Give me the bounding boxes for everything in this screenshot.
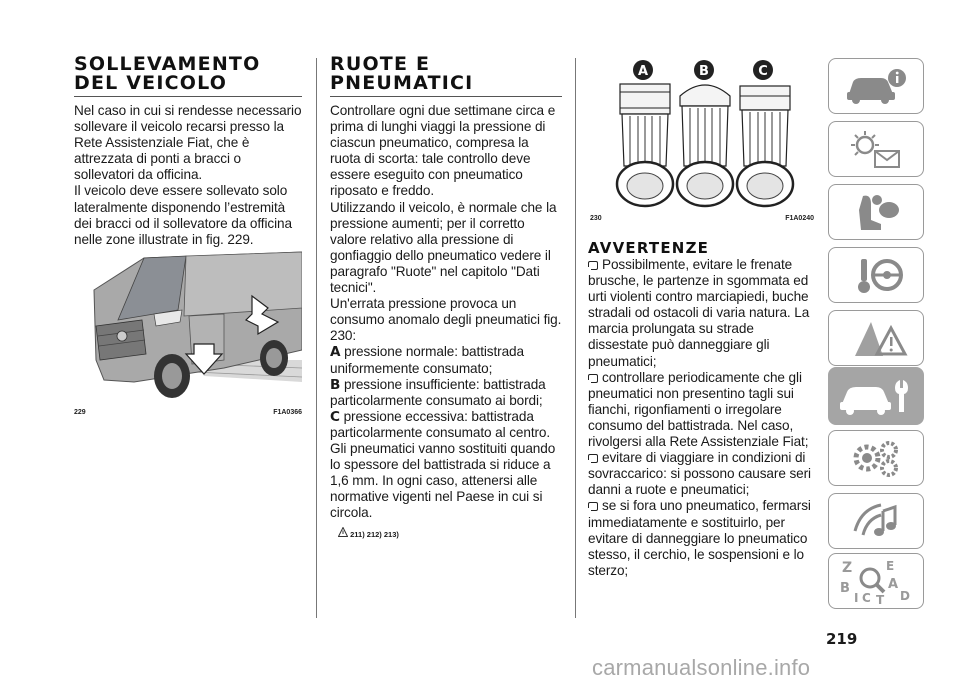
svg-text:I: I [854,591,859,605]
tab-starting[interactable] [828,247,924,303]
column-divider [575,58,576,618]
heading-rule [330,96,562,97]
section-title-lifting: SOLLEVAMENTO DEL VEICOLO [74,53,261,94]
item-letter: C [330,408,340,425]
figure-code: F1A0366 [273,409,302,416]
figure-229-van [74,250,302,402]
wear-item-a: A pressione normale: battistrada uniformemente consumato; [330,344,524,376]
svg-text:T: T [876,593,885,606]
item-letter: B [330,376,341,393]
wheels-paragraph-2: Utilizzando il veicolo, è normale che la pressione aumenti; per il corretto valore relativo alla pressione di gonfiaggio dello pneumatico vedere il paragrafo "Ruote" nel capitolo "Dati tecnici". [330,199,557,296]
warning-item: evitare di viaggiare in condizioni di sovraccarico: si possono causare seri danni a ruote e pneumatici; [588,450,811,498]
tab-emergency[interactable] [828,310,924,366]
svg-text:Z: Z [842,560,853,576]
warning-triangle-icon [338,527,348,537]
tab-safety[interactable] [828,184,924,240]
svg-text:E: E [886,559,895,573]
lifting-paragraph-1: Nel caso in cui si rendesse necessario sollevare il veicolo recarsi presso la Rete Assistenziale Fiat, che è attrezzata di ponti a bracci o sollevatori da officina. [74,103,302,183]
heading-rule [74,96,302,97]
tyre-wear-illustration [588,56,814,210]
road-warning-icon [841,316,911,360]
lifting-paragraph-2: Il veicolo deve essere sollevato solo lateralmente disponendo l’estremità dei bracci od il sollevatore da officina nelle zone illustrate in fig. 229. [74,183,292,247]
svg-text:B: B [840,581,850,596]
svg-text:A: A [888,577,899,592]
bullet-icon [588,454,598,463]
warning-item: se si fora uno pneumatico, fermarsi immediatamente e sostituirlo, per evitare di danneggiare lo pneumatico stesso, il cerchio, le sospensioni e lo sterzo; [588,498,811,578]
warning-lights-icon [841,127,911,171]
tyre-b [677,85,733,206]
tab-maintenance[interactable] [828,367,924,425]
svg-text:C: C [862,591,871,605]
figure-230-tyres [588,56,814,210]
music-nav-icon [841,499,911,543]
figure-229-caption [74,409,302,416]
tab-technical-data[interactable] [828,430,924,486]
van-illustration [74,250,302,402]
bullet-icon [588,261,598,270]
warning-item: controllare periodicamente che gli pneumatici non presentino tagli sui fianchi, rigonfiamenti o irregolare consumo del battistrada. Nel caso, rivolgersi alla Rete Assistenziale Fiat; [588,369,809,450]
key-steering-icon [841,253,911,297]
tyre-c [737,86,793,206]
column-divider [316,58,317,618]
figure-230-caption [590,215,814,222]
tab-warning-lights[interactable] [828,121,924,177]
bullet-icon [588,502,598,511]
label-a: A [637,64,649,79]
tab-index[interactable] [828,553,924,609]
warnings-title: AVVERTENZE [588,239,710,257]
car-info-icon [841,66,911,106]
car-wrench-icon [836,374,916,418]
figure-code: F1A0240 [785,215,814,222]
tab-car-info[interactable] [828,58,924,114]
label-b: B [699,64,709,79]
figure-number: 230 [590,215,602,222]
warning-refs: 211) 212) 213) [330,527,562,539]
warning-item: Possibilmente, evitare le frenate brusche, le partenze in sgommata ed urti violenti contro marciapiedi, buche stradali od ostacoli di varia natura. La marcia prolungata su strade dissestate può danneggiare gli pneumatici; [588,257,810,369]
wheels-paragraph-3: Un'errata pressione provoca un consumo anomalo degli pneumatici fig. 230: [330,296,562,344]
wheels-paragraph-1: Controllare ogni due settimane circa e prima di lunghi viaggi la pressione di ciascun pneumatico, compresa la ruota di scorta: tale controllo deve essere eseguito con pneumatico riposato e freddo. [330,103,556,199]
label-c: C [758,64,768,79]
page-number: 219 [826,630,858,648]
watermark: carmanualsonline.info [592,655,811,680]
wheels-closing: Gli pneumatici vanno sostituiti quando lo spessore del battistrada si riduce a 1,6 mm. In ogni caso, attenersi alle normative vigenti nel Paese in cui si circola. [330,440,556,521]
svg-text:D: D [900,589,910,603]
wear-item-c: C pressione eccessiva: battistrada particolarmente consumato al centro. [330,408,551,440]
gears-icon [841,436,911,480]
item-letter: A [330,344,341,361]
figure-number: 229 [74,409,86,416]
airbag-seat-icon [841,190,911,234]
section-title-wheels: RUOTE E PNEUMATICI [330,53,474,94]
bullet-icon [588,374,598,383]
tyre-a [617,84,673,206]
tab-multimedia[interactable] [828,493,924,549]
index-search-icon [836,556,916,606]
wear-item-b: B pressione insufficiente: battistrada particolarmente consumato ai bordi; [330,376,546,408]
